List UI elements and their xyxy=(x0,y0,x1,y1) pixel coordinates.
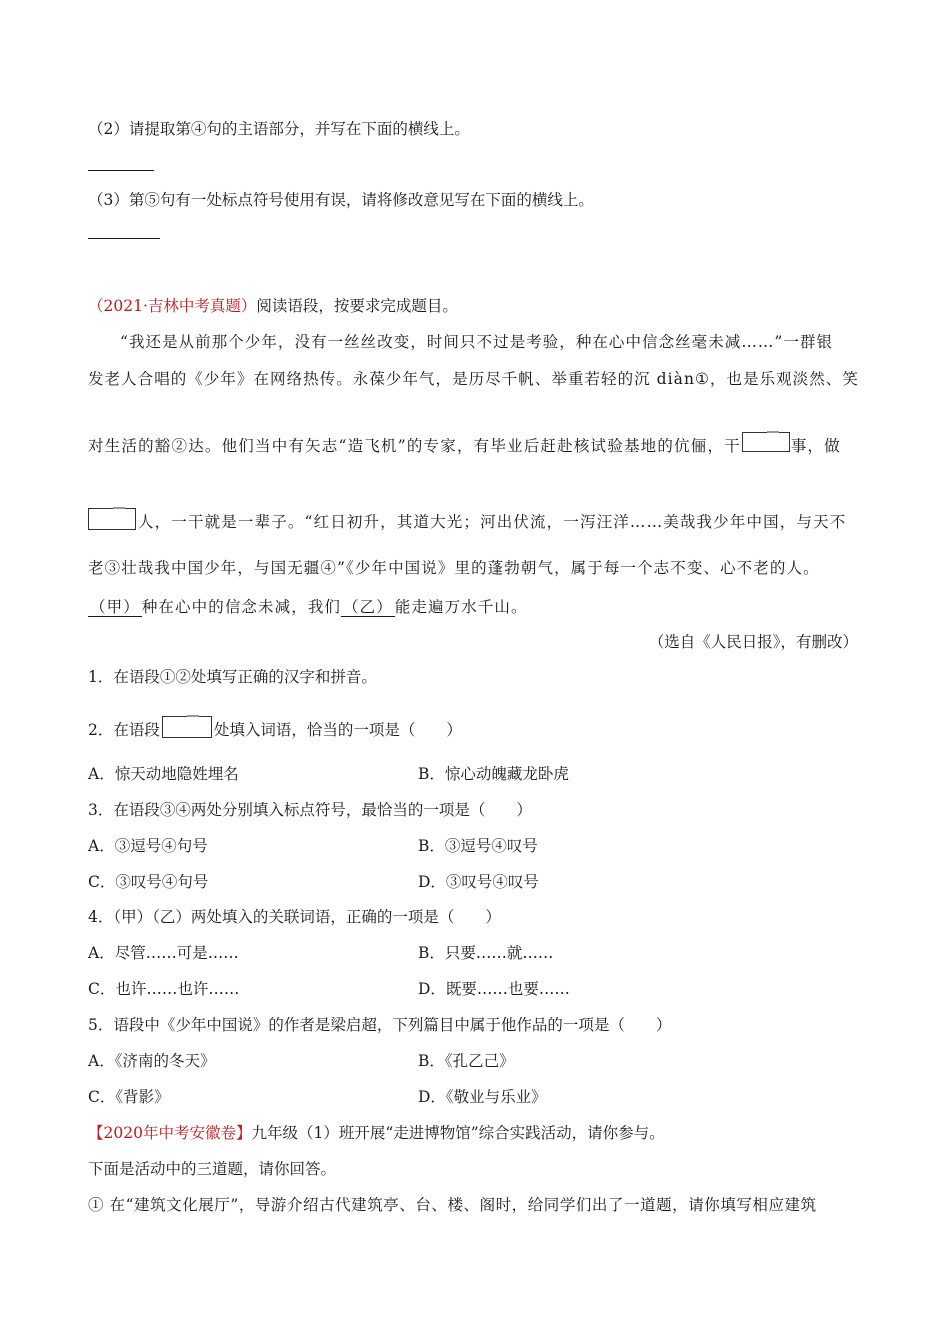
blank-box-ref xyxy=(162,716,212,738)
blank-box-2[interactable] xyxy=(88,508,136,530)
blank-jia[interactable]: （甲） xyxy=(90,598,140,616)
option-2a[interactable]: A．惊天动地隐姓埋名 xyxy=(88,765,239,783)
option-5d[interactable]: D．《敬业与乐业》 xyxy=(418,1088,547,1106)
option-3b[interactable]: B．③逗号④叹号 xyxy=(418,837,538,855)
answer-line-q2[interactable] xyxy=(88,170,154,171)
passage-line-3 xyxy=(88,432,841,456)
option-3c[interactable]: C．③叹号④句号 xyxy=(88,873,209,891)
passage-line-5: 老③壮哉我中国少年，与国无疆④”《少年中国说》里的蓬勃朝气，属于每一个志不变、心不老的人。 xyxy=(88,559,820,577)
blank-yi[interactable]: （乙） xyxy=(343,598,393,616)
option-3d[interactable]: D．③叹号④叹号 xyxy=(418,873,539,891)
option-5c[interactable]: C．《背影》 xyxy=(88,1088,170,1106)
option-5a[interactable]: A．《济南的冬天》 xyxy=(88,1052,216,1070)
anhui-heading xyxy=(88,1123,665,1143)
jilin-heading xyxy=(88,296,458,316)
anhui-line-2: 下面是活动中的三道题，请你回答。 xyxy=(88,1160,337,1178)
question-1: 1．在语段①②处填写正确的汉字和拼音。 xyxy=(88,668,377,686)
passage-line-6-mid: 种在心中的信念未减，我们 xyxy=(141,598,342,616)
passage-line-2: 发老人合唱的《少年》在网络热传。永葆少年气，是历尽千帆、举重若轻的沉 diàn①，也是乐观淡然、笑 xyxy=(88,370,859,388)
question-2-end: 处填入词语，恰当的一项是（ ） xyxy=(213,721,462,739)
passage-line-3a: 对生活的豁②达。他们当中有矢志“造飞机”的专家，有毕业后赶赴核试验基地的伉俪，干 xyxy=(88,437,741,455)
passage-line-6-end: 能走遍万水千山。 xyxy=(394,598,528,616)
question-3: 3．在语段③④两处分别填入标点符号，最恰当的一项是（ ） xyxy=(88,801,532,819)
passage-line-6 xyxy=(88,597,528,617)
question-2-start: 2．在语段 xyxy=(88,721,160,739)
jilin-intro: 阅读语段，按要求完成题目。 xyxy=(256,297,458,315)
anhui-line-3: ① 在“建筑文化展厅”，导游介绍古代建筑亭、台、楼、阁时，给同学们出了一道题，请你填写相应建筑 xyxy=(88,1196,817,1214)
passage-line-3b: 事，做 xyxy=(790,437,841,455)
answer-line-q3[interactable] xyxy=(88,238,160,239)
option-4b[interactable]: B．只要……就…… xyxy=(418,944,554,962)
option-2b[interactable]: B．惊心动魄藏龙卧虎 xyxy=(418,765,569,783)
option-4d[interactable]: D．既要……也要…… xyxy=(418,980,570,998)
question-2 xyxy=(88,716,462,740)
option-5b[interactable]: B．《孔乙己》 xyxy=(418,1052,515,1070)
option-4a[interactable]: A．尽管……可是…… xyxy=(88,944,239,962)
prev-q2: （2）请提取第④句的主语部分，并写在下面的横线上。 xyxy=(88,120,470,138)
passage-source: （选自《人民日报》，有删改） xyxy=(648,633,858,651)
passage-line-4 xyxy=(88,508,846,532)
anhui-tag: 【2020年中考安徽卷】 xyxy=(88,1124,252,1142)
anhui-intro: 九年级（1）班开展“走进博物馆”综合实践活动，请你参与。 xyxy=(251,1124,665,1142)
passage-line-4-text: 人，一干就是一辈子。“红日初升，其道大光；河出伏流，一泻汪洋……美哉我少年中国，与天不 xyxy=(138,513,847,531)
jilin-tag: （2021·吉林中考真题） xyxy=(88,297,257,315)
question-5: 5．语段中《少年中国说》的作者是梁启超，下列篇目中属于他作品的一项是（ ） xyxy=(88,1016,672,1034)
question-4: 4．（甲）（乙）两处填入的关联词语，正确的一项是（ ） xyxy=(88,908,501,926)
prev-q3: （3）第⑤句有一处标点符号使用有误，请将修改意见写在下面的横线上。 xyxy=(88,191,594,209)
option-4c[interactable]: C．也许……也许…… xyxy=(88,980,240,998)
blank-box-1[interactable] xyxy=(742,432,790,452)
passage-line-1: “我还是从前那个少年，没有一丝丝改变，时间只不过是考验，种在心中信念丝毫未减……”一群银 xyxy=(120,333,834,351)
option-3a[interactable]: A．③逗号④句号 xyxy=(88,837,208,855)
